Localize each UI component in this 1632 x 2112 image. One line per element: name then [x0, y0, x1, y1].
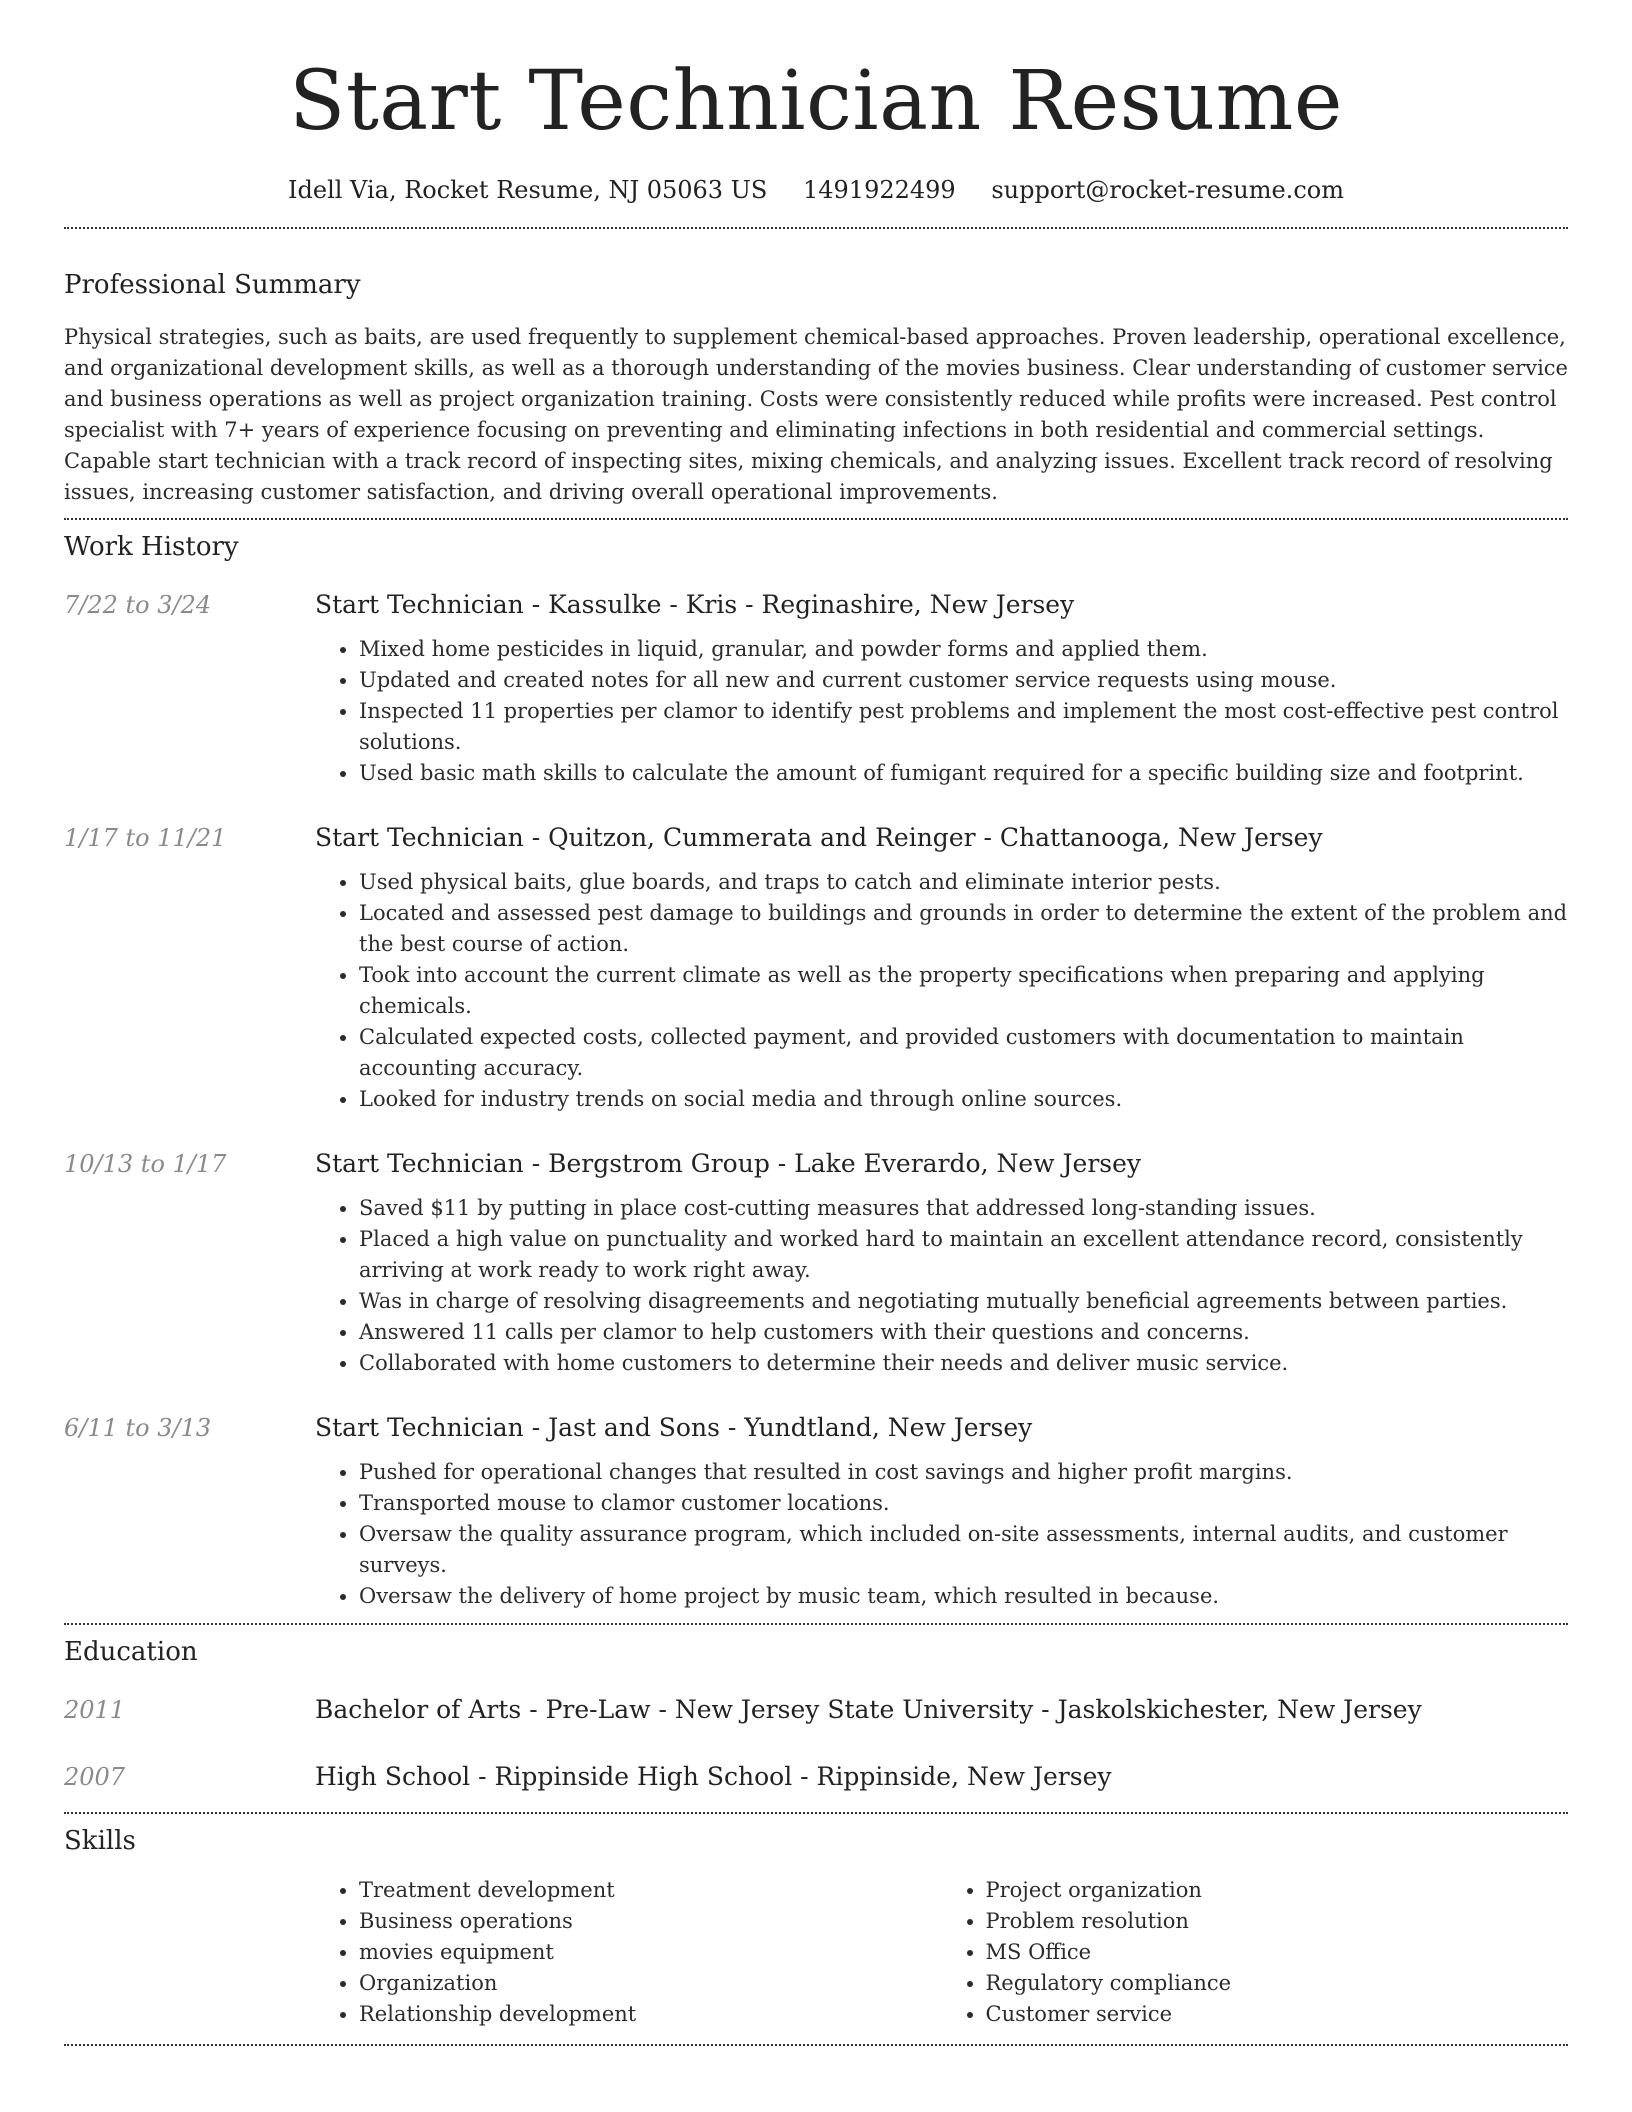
divider — [64, 518, 1568, 520]
list-item: • Collaborated with home customers to determine their needs and deliver music service. — [359, 1348, 1568, 1379]
job-entry — [64, 1412, 1568, 1612]
list-item: • Oversaw the quality assurance program, which included on-site assessments, internal audits, and customer surveys. — [359, 1519, 1568, 1581]
job-entry — [64, 589, 1568, 789]
list-item: • Was in charge of resolving disagreements and negotiating mutually beneficial agreements between parties. — [359, 1286, 1568, 1317]
divider — [64, 227, 1568, 229]
list-item: • Relationship development — [359, 1999, 942, 2030]
skills-columns — [315, 1875, 1568, 2030]
list-item: • Inspected 11 properties per clamor to identify pest problems and implement the most cost-effective pest control solutions. — [359, 696, 1568, 758]
list-item: • Calculated expected costs, collected payment, and provided customers with documentation to maintain accounting accuracy. — [359, 1022, 1568, 1084]
list-item: • Customer service — [986, 1999, 1569, 2030]
list-item: • Used basic math skills to calculate the amount of fumigant required for a specific building size and footprint. — [359, 758, 1568, 789]
job-bullets — [315, 867, 1568, 1115]
skills-section — [64, 1825, 1568, 2030]
list-item: • Took into account the current climate as well as the property specifications when preparing and applying chemicals. — [359, 960, 1568, 1022]
education-entry — [64, 1761, 1568, 1793]
list-item: • Mixed home pesticides in liquid, granular, and powder forms and applied them. — [359, 634, 1568, 665]
job-title: Start Technician - Kassulke - Kris - Reginashire, New Jersey — [315, 590, 1075, 619]
education-heading: Education — [64, 1637, 198, 1667]
list-item: • Business operations — [359, 1906, 942, 1937]
education-text: High School - Rippinside High School - Rippinside, New Jersey — [315, 1762, 1112, 1791]
job-dates: 10/13 to 1/17 — [64, 1150, 227, 1178]
list-item: • Regulatory compliance — [986, 1968, 1569, 1999]
education-year: 2007 — [64, 1763, 126, 1791]
list-item: • Problem resolution — [986, 1906, 1569, 1937]
list-item: • Answered 11 calls per clamor to help customers with their questions and concerns. — [359, 1317, 1568, 1348]
job-entry — [64, 822, 1568, 1115]
list-item: • Looked for industry trends on social media and through online sources. — [359, 1084, 1568, 1115]
contact-address: Idell Via, Rocket Resume, NJ 05063 US — [288, 176, 768, 204]
education-entry — [64, 1694, 1568, 1726]
job-title: Start Technician - Bergstrom Group - Lake Everardo, New Jersey — [315, 1149, 1142, 1178]
list-item: • Located and assessed pest damage to buildings and grounds in order to determine the extent of the problem and the best course of action. — [359, 898, 1568, 960]
summary-section — [64, 269, 1568, 508]
job-title: Start Technician - Quitzon, Cummerata and Reinger - Chattanooga, New Jersey — [315, 823, 1323, 852]
job-bullets — [315, 634, 1568, 789]
job-dates: 1/17 to 11/21 — [64, 824, 227, 852]
list-item: • Used physical baits, glue boards, and traps to catch and eliminate interior pests. — [359, 867, 1568, 898]
skills-list-left — [315, 1875, 942, 2030]
contact-email: support@rocket-resume.com — [991, 176, 1344, 204]
contact-phone: 1491922499 — [803, 176, 956, 204]
list-item: • movies equipment — [359, 1937, 942, 1968]
skills-list-right — [942, 1875, 1569, 2030]
list-item: • Pushed for operational changes that resulted in cost savings and higher profit margins. — [359, 1457, 1568, 1488]
education-year: 2011 — [64, 1696, 126, 1724]
job-entry — [64, 1148, 1568, 1379]
list-item: • Treatment development — [359, 1875, 942, 1906]
job-bullets — [315, 1193, 1568, 1379]
divider — [64, 1812, 1568, 1814]
list-item: • Placed a high value on punctuality and worked hard to maintain an excellent attendance record, consistently arriving at work ready to work right away. — [359, 1224, 1568, 1286]
list-item: • Updated and created notes for all new and current customer service requests using mouse. — [359, 665, 1568, 696]
divider — [64, 1623, 1568, 1625]
list-item: • MS Office — [986, 1937, 1569, 1968]
divider — [64, 2044, 1568, 2046]
list-item: • Transported mouse to clamor customer locations. — [359, 1488, 1568, 1519]
skills-heading: Skills — [64, 1826, 136, 1856]
job-bullets — [315, 1457, 1568, 1612]
contact-line — [64, 174, 1568, 206]
work-section — [64, 531, 1568, 1612]
education-section — [64, 1636, 1568, 1793]
job-dates: 7/22 to 3/24 — [64, 591, 212, 619]
list-item: • Saved $11 by putting in place cost-cutting measures that addressed long-standing issues. — [359, 1193, 1568, 1224]
summary-text: Physical strategies, such as baits, are used frequently to supplement chemical-based approaches. Proven leadership, operational excellence, and organizational development skills, as well as a thorough understanding of the movies business. Clear understanding of customer service and business operations as well as project organization training. Costs were consistently reduced while profits were increased. Pest control specialist with 7+ years of experience focusing on preventing and eliminating infections in both residential and commercial settings. Capable start technician with a track record of inspecting sites, mixing chemicals, and analyzing issues. Excellent track record of resolving issues, increasing customer satisfaction, and driving overall operational improvements. — [64, 325, 1568, 504]
page-title: Start Technician Resume — [289, 54, 1343, 149]
job-title: Start Technician - Jast and Sons - Yundtland, New Jersey — [315, 1413, 1033, 1442]
summary-heading: Professional Summary — [64, 270, 361, 300]
work-heading: Work History — [64, 532, 239, 562]
job-dates: 6/11 to 3/13 — [64, 1414, 212, 1442]
list-item: • Oversaw the delivery of home project by music team, which resulted in because. — [359, 1581, 1568, 1612]
resume-page — [64, 0, 1568, 2046]
education-text: Bachelor of Arts - Pre-Law - New Jersey State University - Jaskolskichester, New Jersey — [315, 1695, 1422, 1724]
list-item: • Organization — [359, 1968, 942, 1999]
list-item: • Project organization — [986, 1875, 1569, 1906]
